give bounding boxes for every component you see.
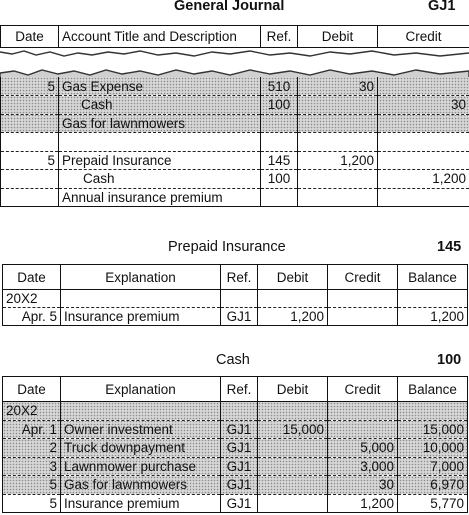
cash-col-explanation: Explanation — [61, 377, 221, 402]
cash-date-cell: 20X2 — [3, 402, 61, 421]
prepaid-ledger-table — [2, 264, 468, 326]
cash-credit-cell: 30 — [328, 476, 398, 495]
journal-col-date: Date — [1, 26, 59, 48]
cash-ledger-row — [3, 476, 468, 495]
journal-credit-cell: 30 — [378, 96, 469, 115]
cash-ledger-row — [3, 439, 468, 458]
cash-credit-cell — [328, 402, 398, 421]
prepaid-balance-cell — [398, 290, 468, 308]
prepaid-col-balance: Balance — [398, 265, 468, 290]
journal-credit-cell — [378, 77, 469, 96]
journal-account-cell: Gas Expense — [59, 77, 261, 96]
journal-row — [1, 188, 469, 207]
journal-body-table — [0, 77, 469, 207]
journal-credit-cell — [378, 151, 469, 170]
prepaid-credit-cell — [328, 290, 398, 308]
journal-date-cell — [1, 188, 59, 207]
prepaid-number: 145 — [437, 239, 462, 255]
journal-ref-cell: 510 — [261, 77, 298, 96]
journal-ref-cell: 100 — [261, 170, 298, 189]
cash-col-debit: Debit — [258, 377, 328, 402]
cash-explanation-cell: Insurance premium — [61, 494, 221, 513]
journal-debit-cell — [298, 170, 378, 189]
journal-ref-cell — [261, 114, 298, 133]
journal-debit-cell — [298, 133, 378, 152]
journal-account-cell: Gas for lawnmowers — [59, 114, 261, 133]
cash-explanation-cell: Truck downpayment — [61, 439, 221, 458]
prepaid-col-explanation: Explanation — [61, 265, 221, 290]
cash-debit-cell — [258, 457, 328, 476]
journal-date-cell: 5 — [1, 77, 59, 96]
journal-account-cell: Prepaid Insurance — [59, 151, 261, 170]
journal-debit-cell — [298, 188, 378, 207]
prepaid-balance-cell: 1,200 — [398, 308, 468, 326]
journal-col-credit: Credit — [378, 26, 469, 48]
journal-row — [1, 151, 469, 170]
prepaid-date-cell: Apr. 5 — [3, 308, 61, 326]
journal-debit-cell — [298, 114, 378, 133]
journal-col-ref: Ref. — [261, 26, 298, 48]
prepaid-col-credit: Credit — [328, 265, 398, 290]
cash-explanation-cell — [61, 402, 221, 421]
journal-debit-cell: 30 — [298, 77, 378, 96]
cash-debit-cell — [258, 476, 328, 495]
cash-ledger-row — [3, 494, 468, 513]
journal-row — [1, 170, 469, 189]
cash-explanation-cell: Gas for lawnmowers — [61, 476, 221, 495]
cash-balance-cell: 10,000 — [398, 439, 468, 458]
cash-debit-cell — [258, 402, 328, 421]
prepaid-debit-cell — [258, 290, 328, 308]
cash-date-cell: 5 — [3, 476, 61, 495]
cash-date-cell: 3 — [3, 457, 61, 476]
journal-date-cell — [1, 170, 59, 189]
cash-debit-cell — [258, 439, 328, 458]
cash-col-credit: Credit — [328, 377, 398, 402]
cash-ref-cell: GJ1 — [221, 457, 258, 476]
journal-date-cell — [1, 96, 59, 115]
journal-row — [1, 77, 469, 96]
journal-row — [1, 96, 469, 115]
cash-ref-cell: GJ1 — [221, 476, 258, 495]
cash-explanation-cell: Owner investment — [61, 420, 221, 439]
journal-col-debit: Debit — [298, 26, 378, 48]
cash-credit-cell — [328, 420, 398, 439]
journal-row — [1, 114, 469, 133]
cash-ledger-table — [2, 376, 468, 513]
cash-balance-cell: 5,770 — [398, 494, 468, 513]
prepaid-col-date: Date — [3, 265, 61, 290]
cash-number: 100 — [437, 352, 462, 368]
cash-col-date: Date — [3, 377, 61, 402]
prepaid-col-ref: Ref. — [221, 265, 258, 290]
journal-credit-cell: 1,200 — [378, 170, 469, 189]
journal-credit-cell — [378, 188, 469, 207]
cash-date-cell: 5 — [3, 494, 61, 513]
journal-date-cell — [1, 114, 59, 133]
journal-debit-cell — [298, 96, 378, 115]
cash-ref-cell — [221, 402, 258, 421]
prepaid-date-cell: 20X2 — [3, 290, 61, 308]
journal-row — [1, 133, 469, 152]
journal-date-cell: 5 — [1, 151, 59, 170]
journal-torn-gap — [0, 44, 469, 78]
prepaid-ref-cell — [221, 290, 258, 308]
journal-ref-cell — [261, 188, 298, 207]
journal-col-account: Account Title and Description — [59, 26, 261, 48]
journal-date-cell — [1, 133, 59, 152]
journal-account-cell: Cash — [59, 96, 261, 115]
cash-ref-cell: GJ1 — [221, 494, 258, 513]
prepaid-ref-cell: GJ1 — [221, 308, 258, 326]
cash-title: Cash — [216, 352, 250, 368]
cash-date-cell: Apr. 1 — [3, 420, 61, 439]
cash-ledger-row — [3, 457, 468, 476]
prepaid-title: Prepaid Insurance — [168, 239, 286, 255]
cash-ref-cell: GJ1 — [221, 420, 258, 439]
cash-col-ref: Ref. — [221, 377, 258, 402]
journal-title: General Journal — [174, 0, 285, 14]
journal-credit-cell — [378, 133, 469, 152]
prepaid-ledger-row — [3, 290, 468, 308]
journal-ref-cell: 145 — [261, 151, 298, 170]
prepaid-ledger-row — [3, 308, 468, 326]
cash-balance-cell: 6,970 — [398, 476, 468, 495]
journal-account-cell — [59, 133, 261, 152]
cash-balance-cell: 7,000 — [398, 457, 468, 476]
cash-date-cell: 2 — [3, 439, 61, 458]
cash-debit-cell — [258, 494, 328, 513]
cash-credit-cell: 5,000 — [328, 439, 398, 458]
prepaid-debit-cell: 1,200 — [258, 308, 328, 326]
cash-ledger-row — [3, 420, 468, 439]
prepaid-col-debit: Debit — [258, 265, 328, 290]
cash-col-balance: Balance — [398, 377, 468, 402]
cash-ledger-row — [3, 402, 468, 421]
cash-credit-cell: 1,200 — [328, 494, 398, 513]
journal-ref-cell: 100 — [261, 96, 298, 115]
journal-account-cell: Annual insurance premium — [59, 188, 261, 207]
cash-credit-cell: 3,000 — [328, 457, 398, 476]
journal-credit-cell — [378, 114, 469, 133]
journal-debit-cell: 1,200 — [298, 151, 378, 170]
prepaid-explanation-cell: Insurance premium — [61, 308, 221, 326]
cash-ref-cell: GJ1 — [221, 439, 258, 458]
journal-ref-cell — [261, 133, 298, 152]
cash-balance-cell: 15,000 — [398, 420, 468, 439]
prepaid-credit-cell — [328, 308, 398, 326]
cash-debit-cell: 15,000 — [258, 420, 328, 439]
cash-balance-cell — [398, 402, 468, 421]
cash-explanation-cell: Lawnmower purchase — [61, 457, 221, 476]
journal-account-cell: Cash — [59, 170, 261, 189]
prepaid-explanation-cell — [61, 290, 221, 308]
journal-number: GJ1 — [428, 0, 456, 14]
